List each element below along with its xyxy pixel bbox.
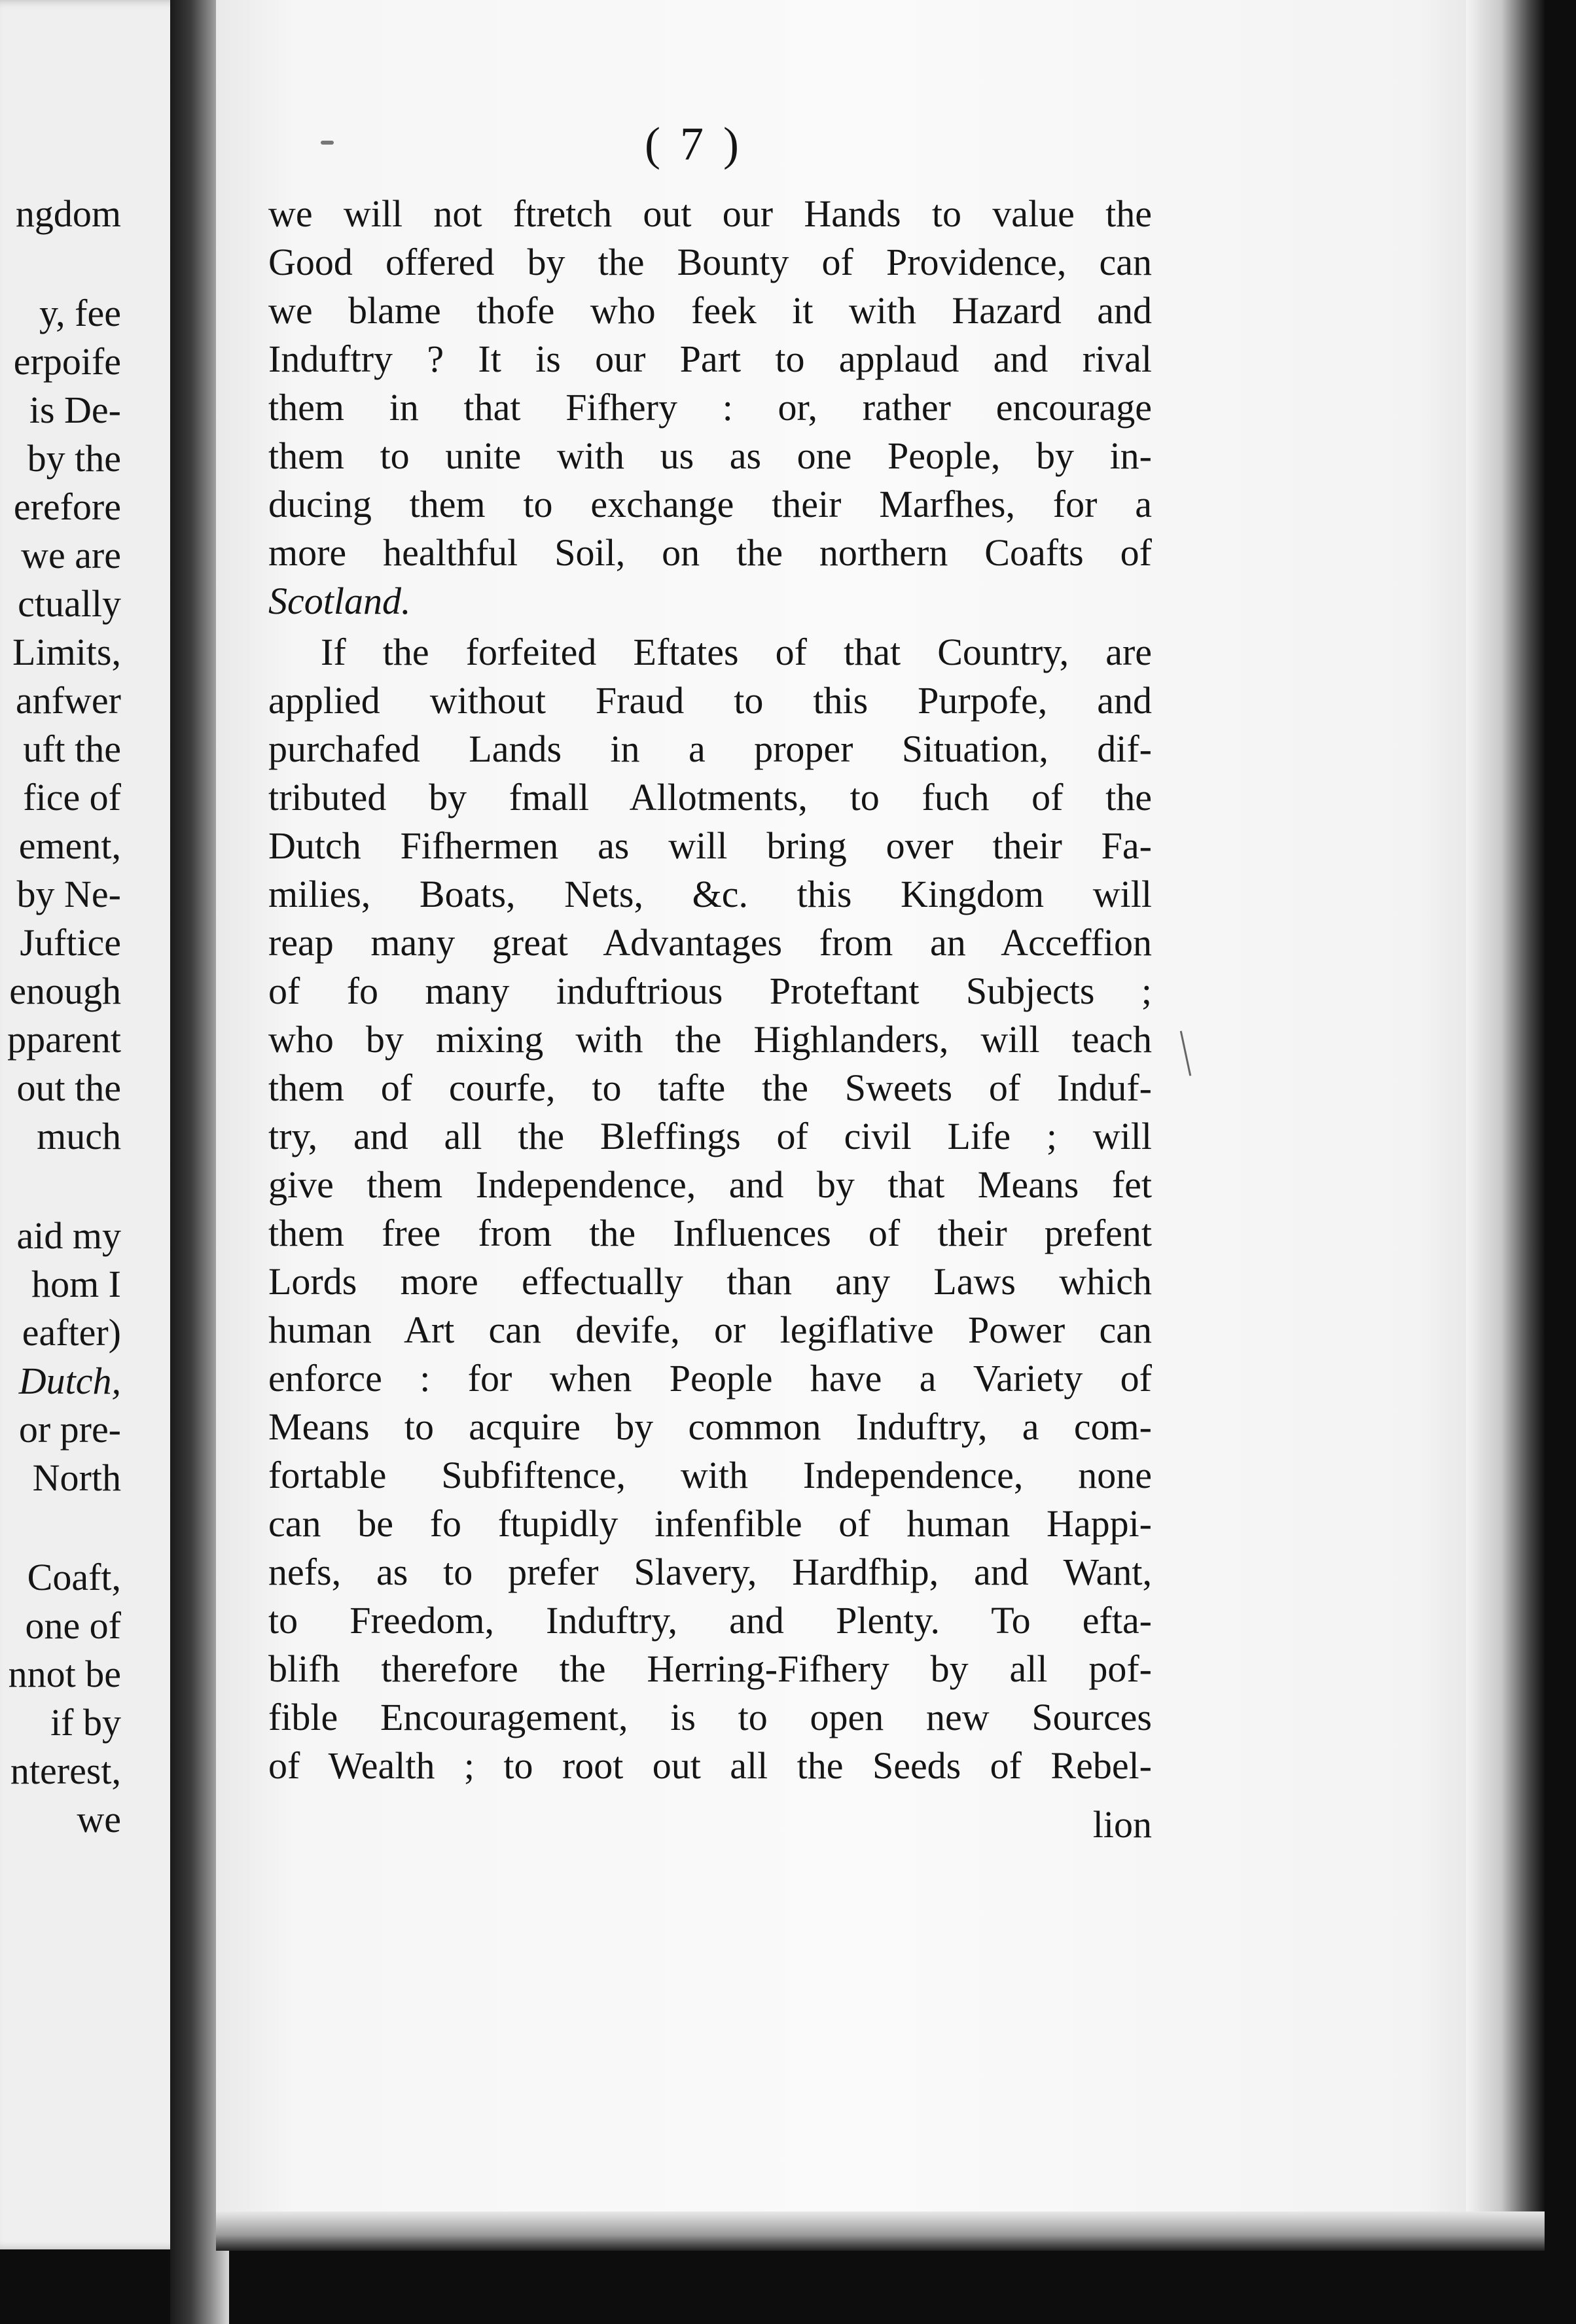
text-line: try, and all the Bleffings of civil Life ; will [268, 1115, 1152, 1157]
left-line: anfwer [15, 679, 121, 722]
text-line: them to unite with us as one People, by in- [268, 434, 1152, 477]
text-line: blifh therefore the Herring-Fifhery by all pof- [268, 1647, 1152, 1690]
text-line: them of courfe, to tafte the Sweets of Induf- [268, 1066, 1152, 1109]
left-line: one of [25, 1604, 121, 1647]
text-line: we will not ftretch out our Hands to value the [268, 192, 1152, 235]
text-line: to Freedom, Induftry, and Plenty. To efta- [268, 1599, 1152, 1642]
left-line: Limits, [12, 631, 121, 673]
text-line: who by mixing with the Highlanders, will teach [268, 1018, 1152, 1061]
text-line: fible Encouragement, is to open new Sources [268, 1696, 1152, 1738]
text-line: applied without Fraud to this Purpofe, and [268, 679, 1152, 722]
left-line: if by [50, 1701, 121, 1744]
left-line: ement, [18, 824, 121, 867]
text-line: Means to acquire by common Induftry, a com- [268, 1405, 1152, 1448]
text-line: Dutch Fifhermen as will bring over their Fa- [268, 824, 1152, 867]
left-line: by the [27, 437, 121, 480]
page-bottom-edge [216, 2211, 1545, 2251]
text-line: Lords more effectually than any Laws which [268, 1260, 1152, 1303]
text-line: them free from the Influences of their prefent [268, 1212, 1152, 1254]
left-line: pparent [7, 1018, 121, 1061]
left-line: by Ne- [16, 873, 121, 915]
left-line: enough [9, 970, 121, 1012]
left-line: hom I [31, 1263, 121, 1305]
text-line: give them Independence, and by that Means fet [268, 1163, 1152, 1206]
left-line: Coaft, [27, 1556, 121, 1598]
left-line: aid my [16, 1214, 121, 1257]
left-line: we [77, 1798, 121, 1840]
left-line: erpoife [13, 340, 121, 383]
text-line: enforce : for when People have a Variety of [268, 1357, 1152, 1400]
text-line: of fo many induftrious Proteftant Subjects ; [268, 970, 1152, 1012]
left-line: erefore [13, 485, 121, 528]
text-line: Scotland. [268, 580, 411, 622]
left-line: ctually [18, 582, 121, 625]
text-line: purchafed Lands in a proper Situation, dif- [268, 728, 1152, 770]
left-line: North [32, 1456, 121, 1499]
text-line: milies, Boats, Nets, &c. this Kingdom will [268, 873, 1152, 915]
left-line: eafter) [22, 1311, 121, 1354]
text-line: Induftry ? It is our Part to applaud and rival [268, 338, 1152, 380]
left-line: nnot be [8, 1653, 121, 1695]
left-line: is De- [29, 389, 121, 431]
left-line: or pre- [18, 1408, 121, 1451]
ink-mark [321, 141, 334, 145]
facing-page [0, 0, 191, 2249]
text-line: human Art can devife, or legiflative Power can [268, 1309, 1152, 1351]
text-line: fortable Subfiftence, with Independence, none [268, 1454, 1152, 1496]
text-line: nefs, as to prefer Slavery, Hardfhip, and Want, [268, 1551, 1152, 1593]
text-line: tributed by fmall Allotments, to fuch of the [268, 776, 1152, 819]
catchword: lion [1092, 1803, 1152, 1846]
text-line: Good offered by the Bounty of Providence, can [268, 241, 1152, 283]
left-line: we are [21, 534, 121, 576]
text-line: of Wealth ; to root out all the Seeds of Rebel- [268, 1744, 1152, 1787]
left-line: fice of [23, 776, 121, 819]
text-line: we blame thofe who feek it with Hazard and [268, 289, 1152, 332]
paragraph-start: If the forfeited Eftates of that Country, are [321, 631, 1152, 673]
left-line: Dutch, [18, 1360, 121, 1402]
text-line: ducing them to exchange their Marfhes, for a [268, 483, 1152, 525]
text-line: can be fo ftupidly infenfible of human Happi- [268, 1502, 1152, 1545]
page-edge [1466, 0, 1545, 2251]
text-line: reap many great Advantages from an Acceffion [268, 921, 1152, 964]
left-line: uft the [23, 728, 121, 770]
text-line: more healthful Soil, on the northern Coafts of [268, 531, 1152, 574]
left-line: Juftice [20, 921, 121, 964]
text-line: them in that Fifhery : or, rather encourage [268, 386, 1152, 429]
left-line: ngdom [15, 192, 121, 235]
page-number: ( 7 ) [645, 118, 743, 170]
left-line: much [37, 1115, 121, 1157]
left-line: out the [16, 1066, 121, 1109]
left-line: y, fee [39, 292, 121, 334]
left-line: nterest, [10, 1750, 121, 1792]
